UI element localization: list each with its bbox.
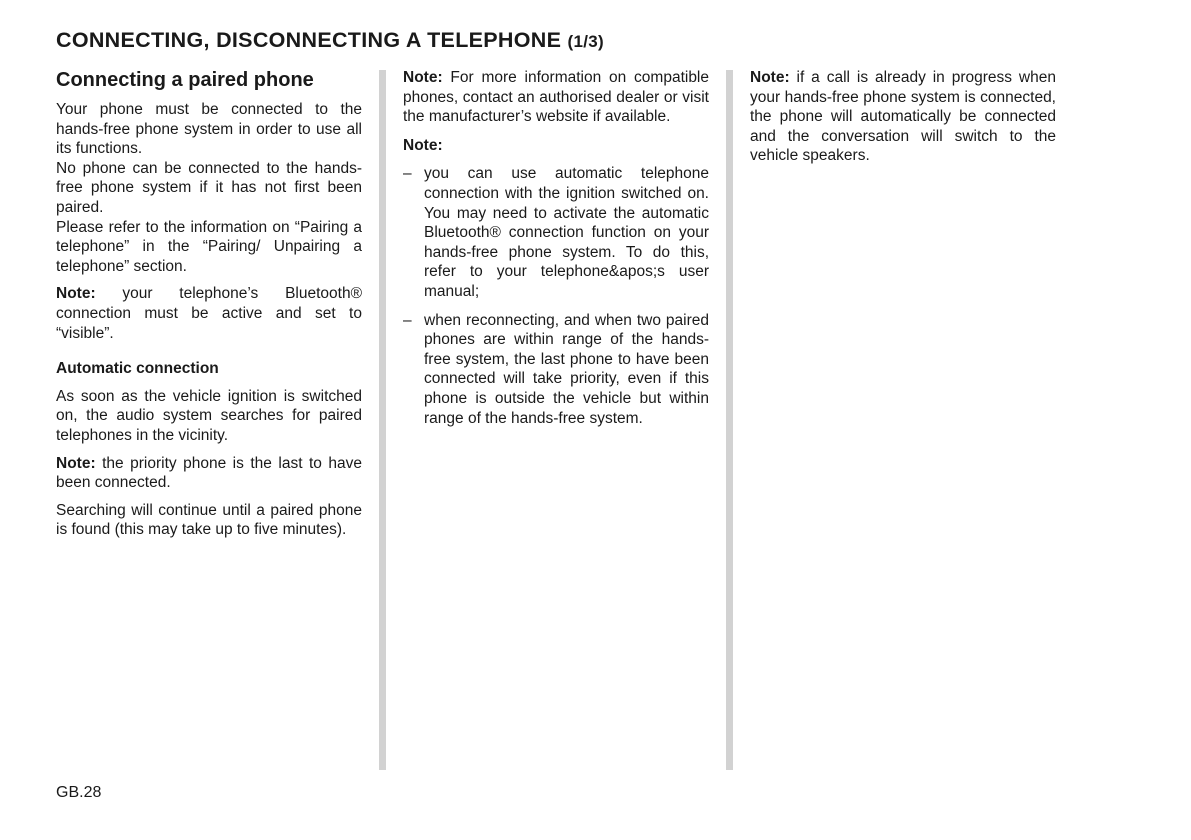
bullet-dash: – bbox=[403, 311, 412, 329]
page-number: GB.28 bbox=[56, 784, 102, 801]
paragraph-refer-pairing: Please refer to the information on “Pairing a telephone” in the “Pairing/ Unpairing a telephone” section. bbox=[56, 218, 362, 275]
paragraph-phone-must-connect: Your phone must be connected to the hands-free phone system in order to use all its functions. bbox=[56, 101, 362, 158]
note-call-in-progress bbox=[750, 68, 1056, 166]
note-priority-phone bbox=[56, 454, 362, 493]
bullet-dash: – bbox=[403, 165, 412, 183]
paragraph-ignition-search: As soon as the vehicle ignition is switched on, the audio system searches for paired telephones in the vicinity. bbox=[56, 387, 362, 444]
column-divider-left bbox=[379, 70, 386, 770]
column-middle bbox=[403, 68, 709, 437]
note-label: Note: bbox=[403, 69, 443, 86]
page-title-text: CONNECTING, DISCONNECTING A TELEPHONE bbox=[56, 28, 562, 52]
bullet-text: you can use automatic telephone connection with the ignition switched on. You may need to activate the automatic Bluetooth® connection function on your hands-free phone system. To do this, refer to your telephone&apos;s user manual; bbox=[424, 165, 709, 300]
note-compatible-phones bbox=[403, 68, 709, 127]
note-label: Note: bbox=[750, 69, 790, 86]
note-text: the priority phone is the last to have been connected. bbox=[56, 454, 362, 492]
list-item bbox=[403, 164, 709, 301]
paragraph-no-phone-unpaired: No phone can be connected to the hands-free phone system if it has not first been paired. bbox=[56, 159, 362, 216]
column-left bbox=[56, 68, 362, 548]
note-heading: Note: bbox=[403, 136, 443, 154]
section-heading: Connecting a paired phone bbox=[56, 69, 314, 91]
bullet-text: when reconnecting, and when two paired phones are within range of the hands-free system, the last phone to have been connected will take priority, even if this phone is outside the vehicle but within range of the hands-free system. bbox=[424, 311, 709, 427]
column-divider-right bbox=[726, 70, 733, 770]
list-item bbox=[403, 311, 709, 429]
column-right bbox=[750, 68, 1056, 174]
note-text: if a call is already in progress when your hands-free phone system is connected, the phone will automatically be connected and the conversation will switch to the vehicle speakers. bbox=[750, 69, 1056, 165]
note-text: For more information on compatible phones, contact an authorised dealer or visit the manufacturer’s website if available. bbox=[403, 69, 709, 126]
page-part-indicator: (1/3) bbox=[567, 32, 604, 51]
subheading-automatic-connection: Automatic connection bbox=[56, 360, 219, 378]
note-text: your telephone’s Bluetooth® connection must be active and set to “visible”. bbox=[56, 285, 362, 342]
note-label: Note: bbox=[56, 454, 96, 472]
note-bluetooth-visible bbox=[56, 284, 362, 343]
note-label: Note: bbox=[56, 285, 96, 303]
paragraph-searching-continues: Searching will continue until a paired phone is found (this may take up to five minutes). bbox=[56, 501, 362, 539]
page-title bbox=[56, 28, 604, 53]
